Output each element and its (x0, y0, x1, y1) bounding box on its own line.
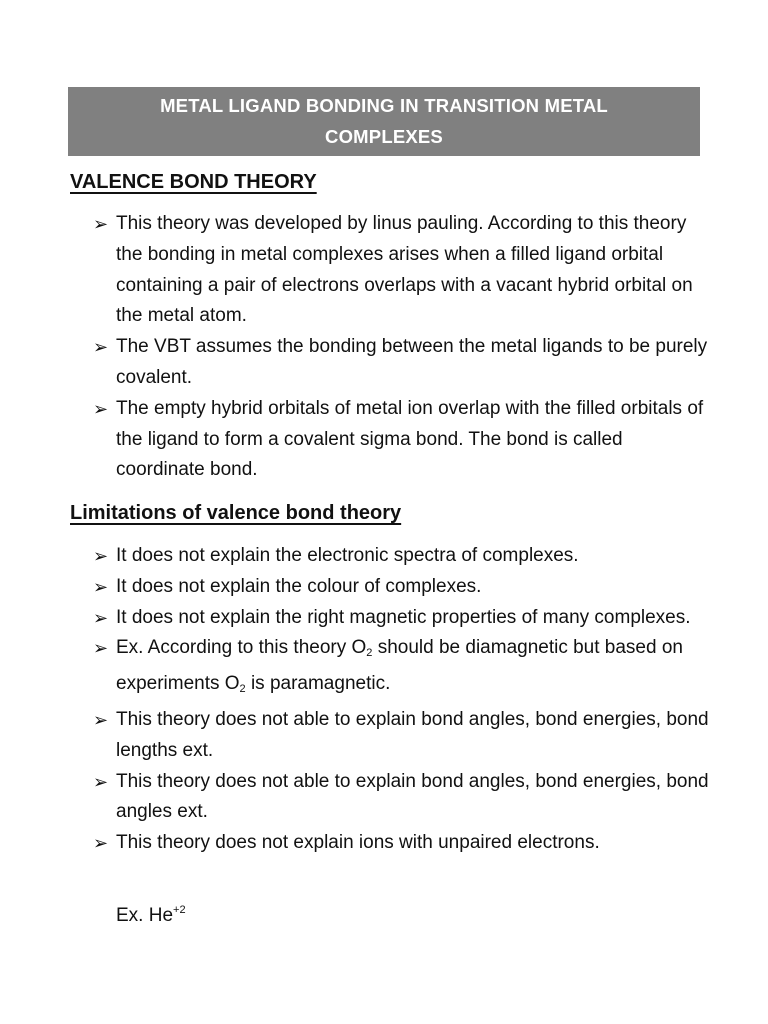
list-item (93, 541, 713, 572)
list-item (93, 633, 713, 705)
arrow-bullet-icon: ➢ (93, 214, 109, 234)
text-fragment: is paramagnetic. (245, 673, 391, 695)
list-item-text (116, 637, 683, 694)
list-item (93, 828, 713, 859)
arrow-bullet-icon: ➢ (93, 709, 109, 730)
title-banner (68, 87, 700, 156)
list-item-text: The empty hybrid orbitals of metal ion overlap with the filled orbitals of the ligand to form a covalent sigma bond. The bond is called coordinate bond. (116, 397, 704, 481)
arrow-bullet-icon: ➢ (93, 771, 109, 792)
list-item (93, 332, 713, 394)
list-item (93, 572, 713, 603)
title-line-2: COMPLEXES (325, 126, 443, 147)
text-fragment: Ex. According to this theory O (116, 637, 367, 659)
arrow-bullet-icon: ➢ (93, 607, 109, 628)
valence-bond-theory-list (93, 209, 713, 486)
section-heading-limitations: Limitations of valence bond theory (70, 502, 402, 524)
list-item-text: This theory does not able to explain bond angles, bond energies, bond angles ext. (116, 770, 709, 823)
section-heading-valence-bond-theory: VALENCE BOND THEORY (70, 171, 317, 193)
list-item (93, 603, 713, 634)
example-text: Ex. He (116, 905, 174, 926)
example-ion (116, 895, 186, 931)
superscript: +2 (173, 904, 186, 916)
arrow-bullet-icon: ➢ (93, 638, 109, 659)
limitations-list (93, 541, 713, 859)
arrow-bullet-icon: ➢ (93, 576, 109, 597)
list-item-text: This theory does not able to explain bond angles, bond energies, bond lengths ext. (116, 708, 709, 761)
list-item-text: It does not explain the right magnetic properties of many complexes. (116, 606, 691, 628)
list-item-text: It does not explain the colour of complexes. (116, 575, 482, 597)
arrow-bullet-icon: ➢ (93, 337, 109, 358)
list-item-text: This theory does not explain ions with unpaired electrons. (116, 832, 600, 854)
text-fragment: should be diamagnetic but based on experiments O (116, 637, 683, 695)
arrow-bullet-icon: ➢ (93, 546, 109, 566)
list-item (93, 209, 713, 332)
list-item-text: This theory was developed by linus pauling. According to this theory the bonding in metal complexes arises when a filled ligand orbital containing a pair of electrons overlaps with a vacant hybrid orbital on the metal atom. (116, 213, 693, 327)
list-item-text: It does not explain the electronic spectra of complexes. (116, 545, 579, 566)
subscript: 2 (366, 647, 373, 660)
arrow-bullet-icon: ➢ (93, 398, 109, 419)
list-item (93, 705, 713, 767)
list-item (93, 394, 713, 486)
list-item-text: The VBT assumes the bonding between the metal ligands to be purely covalent. (116, 336, 708, 388)
title-line-1: METAL LIGAND BONDING IN TRANSITION METAL (160, 95, 608, 116)
list-item (93, 767, 713, 829)
arrow-bullet-icon: ➢ (93, 833, 109, 854)
subscript: 2 (239, 683, 246, 696)
